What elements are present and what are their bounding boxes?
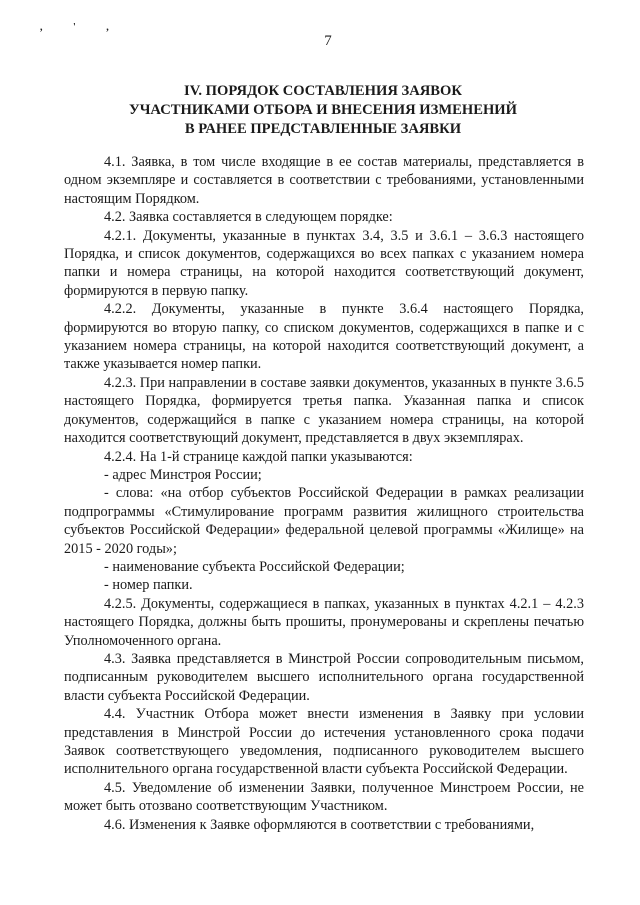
list-item-folder-number: - номер папки. <box>104 577 193 594</box>
list-item-words: - слова: «на отбор субъектов Российской Федерации в рамках реализации подпрограммы «Стимулирование программ развития жилищного строительства субъектов Российской Федерации» федеральной целевой программы «Жилище» на 2015 - 2020 годы»; <box>64 485 584 557</box>
list-item-subject-name: - наименование субъекта Российской Федерации; <box>104 558 405 575</box>
paragraph-4-3: 4.3. Заявка представляется в Минстрой России сопроводительным письмом, подписанным руководителем высшего исполнительного органа государственной власти субъекта Российской Федерации. <box>64 650 584 704</box>
paragraph-4-1: 4.1. Заявка, в том числе входящие в ее состав материалы, представляется в одном экземпляре и составляется в соответствии с требованиями, установленными настоящим Порядком. <box>64 154 584 207</box>
document-body <box>64 153 584 834</box>
section-heading-line-2: УЧАСТНИКАМИ ОТБОРА И ВНЕСЕНИЯ ИЗМЕНЕНИЙ <box>128 102 517 118</box>
paragraph-4-2-5: 4.2.5. Документы, содержащиеся в папках, указанных в пунктах 4.2.1 – 4.2.3 настоящего Порядка, должны быть прошиты, пронумерованы и скреплены печатью Уполномоченного органа. <box>64 595 584 649</box>
page-number: 7 <box>324 33 332 49</box>
paragraph-4-2-1: 4.2.1. Документы, указанные в пунктах 3.4, 3.5 и 3.6.1 – 3.6.3 настоящего Порядка, и список документов, содержащихся во всех папках с указанием номера папки и номера страницы, на которой находится соответствующий документ, формируются в первую папку. <box>64 227 584 299</box>
paragraph-4-4: 4.4. Участник Отбора может внести изменения в Заявку при условии представления в Минстрой России до истечения установленного срока подачи Заявок соответствующего уведомления, подписанного руководителем высшего исполнительного органа государственной власти субъекта Российской Федерации. <box>64 706 584 778</box>
section-heading <box>88 82 558 139</box>
paragraph-4-2-3: 4.2.3. При направлении в составе заявки документов, указанных в пункте 3.6.5 настоящего Порядка, формируется третья папка. Указанная папка и список документов, содержащийся в папке с указанием номера страницы, на которой находится соответствующий документ, представляется в двух экземплярах. <box>64 374 584 447</box>
section-heading-line-3: В РАНЕЕ ПРЕДСТАВЛЕННЫЕ ЗАЯВКИ <box>184 121 462 137</box>
paragraph-4-2: 4.2. Заявка составляется в следующем порядке: <box>104 209 393 226</box>
scan-artifact-marks: , ' , <box>40 22 123 33</box>
list-item-address: - адрес Минстроя России; <box>104 466 262 483</box>
paragraph-4-2-4: 4.2.4. На 1-й странице каждой папки указываются: <box>104 448 413 465</box>
section-heading-line-1: IV. ПОРЯДОК СОСТАВЛЕНИЯ ЗАЯВОК <box>184 83 462 99</box>
paragraph-4-5: 4.5. Уведомление об изменении Заявки, полученное Минстроем России, не может быть отозвано соответствующим Участником. <box>64 779 584 815</box>
paragraph-4-2-2: 4.2.2. Документы, указанные в пункте 3.6.4 настоящего Порядка, формируются во вторую папку, со списком документов, содержащихся в папке и с указанием номера страницы, на которой находится соответствующий документ, а также указывается номер папки. <box>64 301 584 373</box>
paragraph-4-6: 4.6. Изменения к Заявке оформляются в соответствии с требованиями, <box>104 816 535 833</box>
